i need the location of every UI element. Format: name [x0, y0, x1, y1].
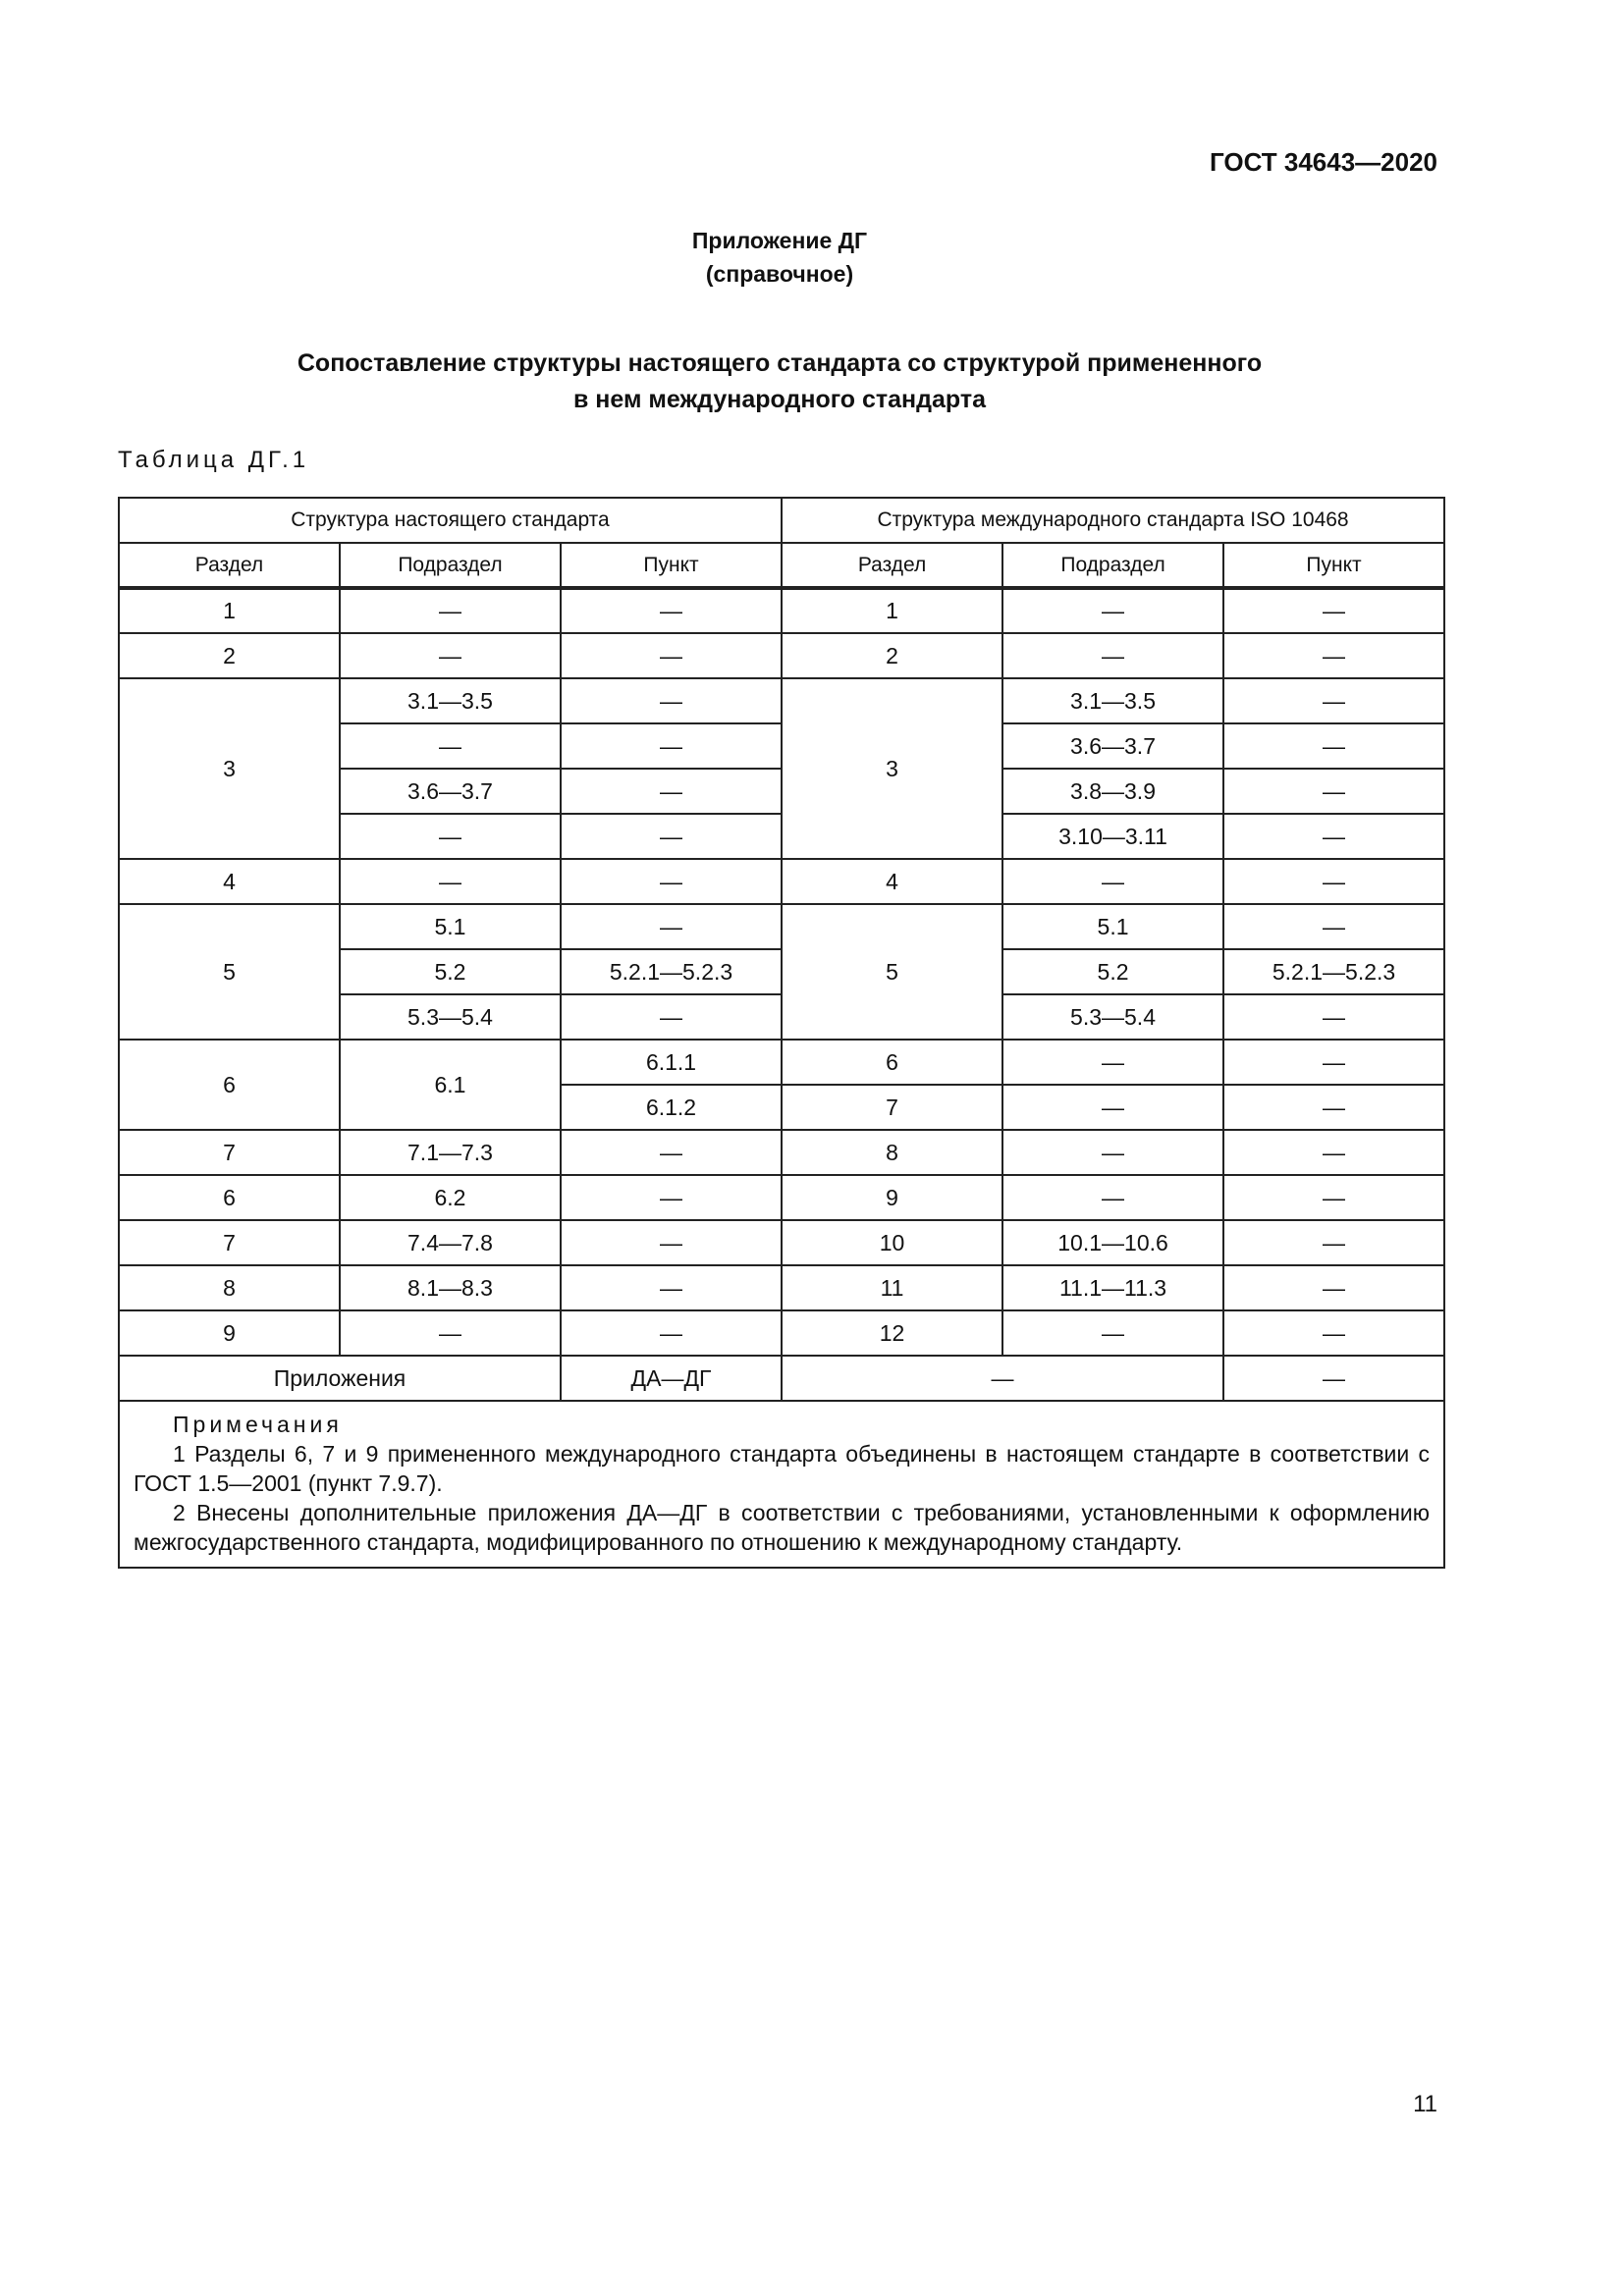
table-cell: —	[1223, 1175, 1444, 1220]
table-cell: 6.2	[340, 1175, 561, 1220]
table-cell: 5.3—5.4	[1002, 994, 1223, 1040]
table-notes	[119, 1401, 1444, 1568]
title-line-1: Сопоставление структуры настоящего стандарта со структурой примененного	[297, 349, 1263, 377]
table-cell: —	[1002, 1040, 1223, 1085]
table-label: Таблица ДГ.1	[118, 447, 310, 473]
table-row	[119, 1310, 1444, 1356]
table-cell: —	[1223, 1310, 1444, 1356]
table-cell: —	[561, 814, 782, 859]
table-cell: —	[1223, 678, 1444, 723]
table-cell: —	[1002, 588, 1223, 633]
table-cell: —	[1223, 633, 1444, 678]
table-cell: —	[561, 678, 782, 723]
table-cell: —	[561, 769, 782, 814]
table-cell: 6	[119, 1175, 340, 1220]
table-cell: 3.1—3.5	[340, 678, 561, 723]
table-cell: 1	[782, 588, 1002, 633]
table-cell: 3.8—3.9	[1002, 769, 1223, 814]
table-row	[119, 904, 1444, 949]
table-cell: 4	[782, 859, 1002, 904]
table-row	[119, 678, 1444, 723]
table-cell: 6	[119, 1040, 340, 1130]
column-header-row	[119, 543, 1444, 588]
table-cell: —	[1223, 904, 1444, 949]
table-cell: 12	[782, 1310, 1002, 1356]
table-cell: 6.1	[340, 1040, 561, 1130]
table-cell: 2	[119, 633, 340, 678]
table-cell: 11	[782, 1265, 1002, 1310]
table-cell: 11.1—11.3	[1002, 1265, 1223, 1310]
table-row	[119, 1040, 1444, 1085]
group-header-international: Структура международного стандарта ISO 10468	[782, 498, 1444, 543]
title-line-2: в нем международного стандарта	[572, 386, 987, 413]
table-cell: —	[340, 859, 561, 904]
table-cell: —	[1223, 723, 1444, 769]
table-cell: 9	[119, 1310, 340, 1356]
table-cell: 1	[119, 588, 340, 633]
table-cell: 8	[119, 1265, 340, 1310]
table-cell: —	[1223, 769, 1444, 814]
table-cell: —	[340, 814, 561, 859]
note-1: 1 Разделы 6, 7 и 9 примененного международного стандарта объединены в настоящем стандарте в соответствии с ГОСТ 1.5—2001 (пункт 7.9.7).	[134, 1441, 1431, 1496]
table-row	[119, 633, 1444, 678]
table-cell: 10	[782, 1220, 1002, 1265]
table-cell: 5	[119, 904, 340, 1040]
table-cell: 6	[782, 1040, 1002, 1085]
table-cell: 5	[782, 904, 1002, 1040]
table-cell: 3.6—3.7	[1002, 723, 1223, 769]
document-id: ГОСТ 34643—2020	[1210, 147, 1437, 177]
table-cell: 4	[119, 859, 340, 904]
table-cell: —	[1002, 1175, 1223, 1220]
table-cell: 3.6—3.7	[340, 769, 561, 814]
table-cell: —	[782, 1356, 1223, 1401]
col-header: Раздел	[119, 543, 340, 588]
group-header-row	[119, 498, 1444, 543]
table-cell: —	[561, 633, 782, 678]
table-cell: —	[561, 588, 782, 633]
appendix-title	[0, 346, 1559, 418]
table-cell: —	[340, 633, 561, 678]
table-cell: —	[1223, 588, 1444, 633]
appendix-name: Приложение ДГ	[691, 228, 868, 253]
table-cell: —	[561, 1265, 782, 1310]
table-cell: —	[561, 904, 782, 949]
col-header: Пункт	[561, 543, 782, 588]
table-cell: —	[1223, 1130, 1444, 1175]
table-cell: —	[340, 723, 561, 769]
col-header: Пункт	[1223, 543, 1444, 588]
col-header: Подраздел	[340, 543, 561, 588]
table-cell: 5.2.1—5.2.3	[1223, 949, 1444, 994]
table-cell: 7	[782, 1085, 1002, 1130]
table-cell: —	[561, 1310, 782, 1356]
table-cell: 8	[782, 1130, 1002, 1175]
table-cell: 7	[119, 1130, 340, 1175]
table-cell: —	[1002, 1310, 1223, 1356]
table-row	[119, 1265, 1444, 1310]
table-cell: 3	[119, 678, 340, 859]
table-cell: —	[561, 859, 782, 904]
table-cell: 9	[782, 1175, 1002, 1220]
table-cell: 3	[782, 678, 1002, 859]
table-cell: —	[1223, 1356, 1444, 1401]
table-cell: 8.1—8.3	[340, 1265, 561, 1310]
table-row	[119, 1175, 1444, 1220]
table-cell: 5.2	[1002, 949, 1223, 994]
table-cell: —	[1223, 994, 1444, 1040]
table-cell: 2	[782, 633, 1002, 678]
table-cell: —	[1223, 859, 1444, 904]
table-cell: 6.1.1	[561, 1040, 782, 1085]
table-cell: —	[1002, 1130, 1223, 1175]
col-header: Раздел	[782, 543, 1002, 588]
table-row	[119, 1220, 1444, 1265]
table-cell: 3.1—3.5	[1002, 678, 1223, 723]
table-cell: —	[561, 1175, 782, 1220]
table-cell: 6.1.2	[561, 1085, 782, 1130]
table-cell: —	[561, 994, 782, 1040]
notes-title: Примечания	[173, 1412, 343, 1437]
group-header-national: Структура настоящего стандарта	[119, 498, 782, 543]
table-cell: —	[1223, 1265, 1444, 1310]
table-cell: 7	[119, 1220, 340, 1265]
table-cell: 3.10—3.11	[1002, 814, 1223, 859]
table-cell: 5.2.1—5.2.3	[561, 949, 782, 994]
table-row-annexes	[119, 1356, 1444, 1401]
table-cell: 5.1	[1002, 904, 1223, 949]
note-2: 2 Внесены дополнительные приложения ДА—ДГ в соответствии с требованиями, установленными к оформлению межгосударственного стандарта, модифицированного по отношению к международному стандарту.	[134, 1500, 1431, 1555]
appendix-heading	[0, 224, 1559, 291]
appendix-type: (справочное)	[705, 261, 854, 287]
table-cell: —	[340, 1310, 561, 1356]
page-number: 11	[1413, 2091, 1437, 2117]
table-cell: 7.4—7.8	[340, 1220, 561, 1265]
table-cell: —	[1223, 1085, 1444, 1130]
table-cell: —	[1223, 1040, 1444, 1085]
table-cell: —	[561, 1220, 782, 1265]
table-cell: —	[1223, 1220, 1444, 1265]
table-cell: 5.1	[340, 904, 561, 949]
table-row	[119, 859, 1444, 904]
table-cell: —	[1002, 633, 1223, 678]
table-cell: 5.2	[340, 949, 561, 994]
table-cell: —	[1223, 814, 1444, 859]
table-cell: —	[1002, 859, 1223, 904]
table-cell: —	[561, 1130, 782, 1175]
col-header: Подраздел	[1002, 543, 1223, 588]
table-cell: —	[340, 588, 561, 633]
table-cell: ДА—ДГ	[561, 1356, 782, 1401]
table-cell: —	[1002, 1085, 1223, 1130]
table-cell: Приложения	[119, 1356, 561, 1401]
table-cell: —	[561, 723, 782, 769]
comparison-table	[118, 497, 1445, 1569]
table-cell: 10.1—10.6	[1002, 1220, 1223, 1265]
table-notes-row	[119, 1401, 1444, 1568]
table-cell: 7.1—7.3	[340, 1130, 561, 1175]
table-cell: 5.3—5.4	[340, 994, 561, 1040]
table-row	[119, 588, 1444, 633]
table-row	[119, 1130, 1444, 1175]
